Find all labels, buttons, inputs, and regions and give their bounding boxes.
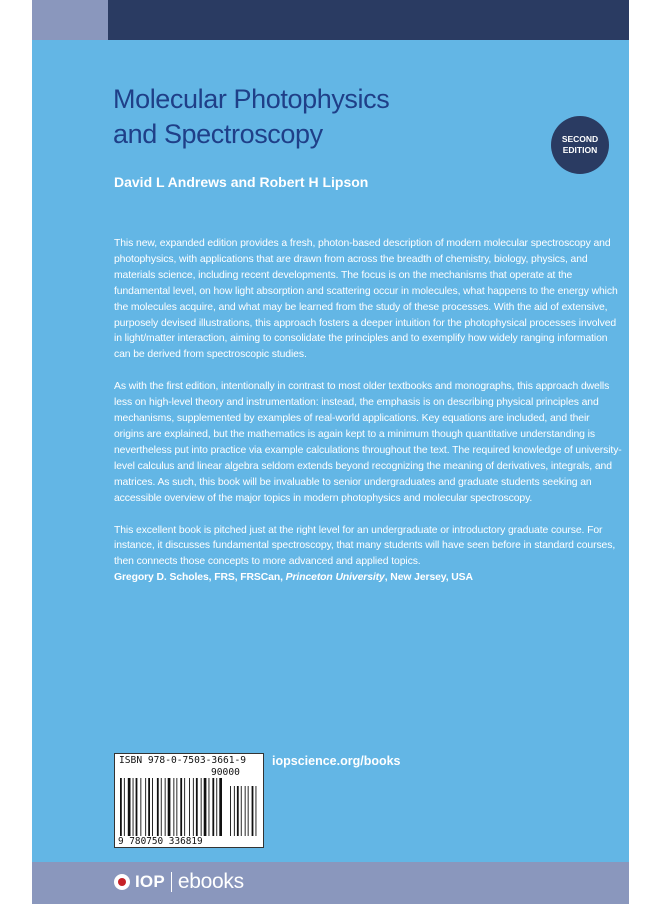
description	[114, 236, 622, 586]
authors: David L Andrews and Robert H Lipson	[114, 174, 369, 190]
price-code: 90000	[211, 767, 240, 778]
endorser-name: Gregory D. Scholes, FRS, FRSCan,	[114, 572, 286, 584]
isbn-text: ISBN 978-0-7503-3661-9	[119, 755, 247, 766]
edition-badge-line-1: SECOND	[561, 134, 599, 144]
book-title	[113, 82, 493, 152]
endorsement-quote: This excellent book is pitched just at the right level for an undergraduate or introductory graduate course. For instance, it discusses fundamental spectroscopy, that many students will have seen before in standard courses, then connects those concepts to more advanced and applied topics.	[114, 524, 616, 568]
iop-label: IOP	[135, 872, 165, 891]
publisher-logo	[114, 869, 244, 895]
description-paragraph-2: As with the first edition, intentionally in contrast to most older textbooks and monographs, this approach dwells less on high-level theory and instrumentation: instead, the emphasis is on describing physical principles and mechanisms, supplemented by examples of real-world applications. Key equations are included, and their origins are explained, but the mathematics is again kept to a minimum though quantitative understanding is nevertheless put into practice via example calculations throughout the text. The required knowledge of university-level calculus and linear algebra seldom extends beyond recognizing the meaning of derivatives, integrals, and matrices. As such, this book will be invaluable to senior undergraduates and graduate students seeking an accessible overview of the major topics in modern photophysics and molecular spectroscopy.	[114, 381, 622, 504]
logo-divider	[171, 872, 172, 892]
ebooks-label: ebooks	[177, 870, 244, 893]
barcode-digits: 9 780750 336819	[118, 836, 203, 847]
description-paragraph-1: This new, expanded edition provides a fresh, photon-based description of modern molecular spectroscopy and photophysics, with applications that are drawn from across the breadth of chemistry, biology, physics, and materials science, including recent developments. The focus is on the mechanisms that operate at the fundamental level, on how light absorption and scattering occur in molecules, what happens to the energy which the molecules acquire, and what may be learned from the study of these processes. With the aid of extensive, purposely devised illustrations, this approach fosters a deeper intuition for the photophysical processes involved in light/matter interaction, aiming to consolidate the principles and to exemplify how widely ranging information can be derived from spectroscopic studies.	[114, 238, 618, 361]
barcode-bars	[120, 778, 260, 836]
edition-badge-line-2: EDITION	[562, 145, 598, 155]
top-bar	[108, 0, 629, 40]
edition-badge	[551, 116, 609, 174]
website-link[interactable]: iopscience.org/books	[272, 754, 401, 768]
endorser-institution: Princeton University	[285, 572, 385, 584]
endorsement-attribution	[114, 570, 622, 586]
endorser-location: , New Jersey, USA	[384, 572, 473, 584]
title-line-2: and Spectroscopy	[113, 119, 323, 149]
iop-logo-icon	[114, 874, 130, 890]
isbn-barcode	[114, 753, 264, 848]
title-line-1: Molecular Photophysics	[113, 84, 390, 114]
top-bar-accent	[32, 0, 108, 40]
